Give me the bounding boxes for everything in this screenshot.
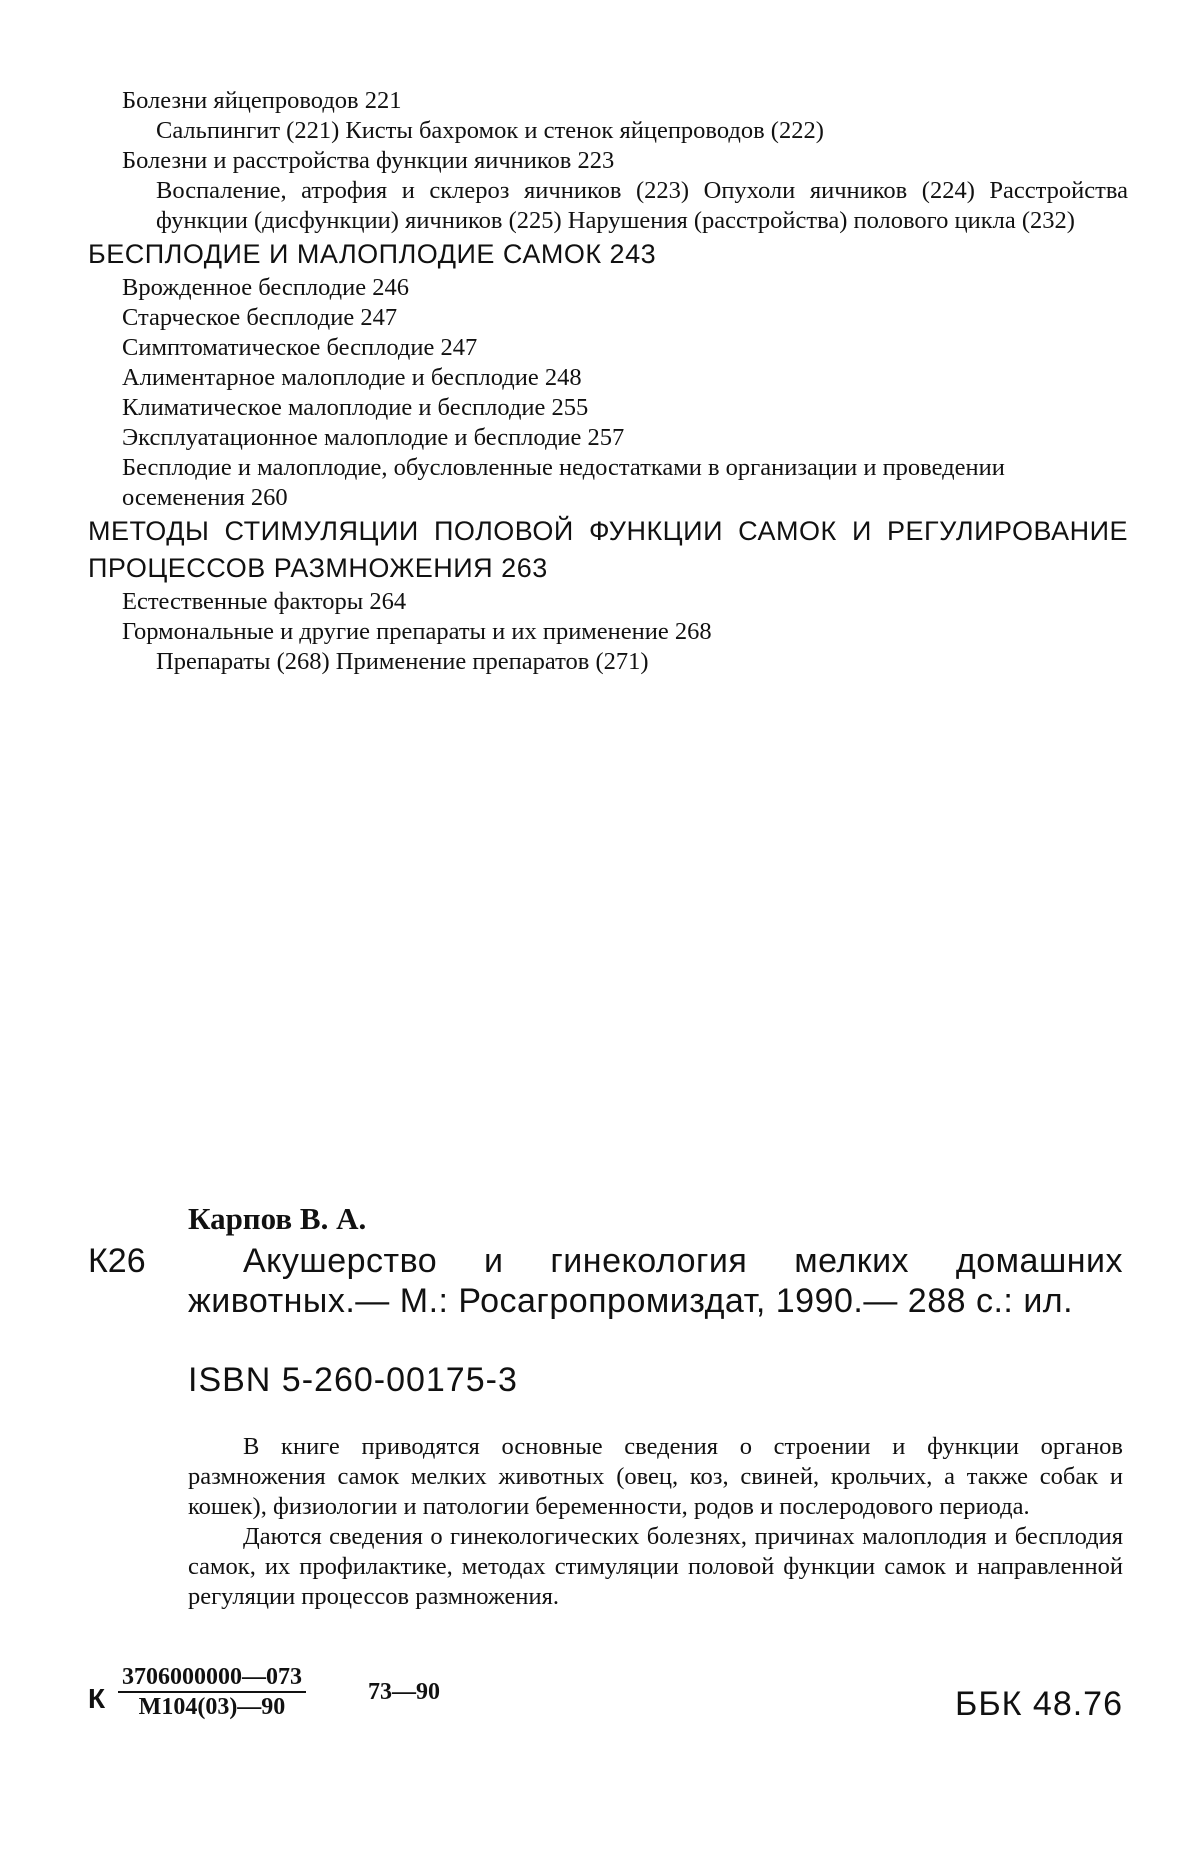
toc-entry: Гормональные и другие препараты и их применение 268 [122, 618, 712, 645]
bibliographic-description: Акушерство и гинекология мелких домашних животных.— М.: Росагропромиздат, 1990.— 288 с.: ил. [188, 1242, 1123, 1320]
code-numerator: 3706000000—073 [122, 1664, 302, 1690]
publication-codes [88, 1663, 1123, 1743]
toc-entry: Старческое бесплодие 247 [122, 304, 398, 331]
isbn: ISBN 5-260-00175-3 [188, 1361, 518, 1399]
toc-entry: Естественные факторы 264 [122, 588, 407, 615]
code-letter: К [88, 1683, 106, 1714]
toc-section-title: МЕТОДЫ СТИМУЛЯЦИИ ПОЛОВОЙ ФУНКЦИИ САМОК И РЕГУЛИРОВАНИЕ ПРОЦЕССОВ РАЗМНОЖЕНИЯ 263 [88, 516, 1128, 583]
toc-subentries: Препараты (268) Применение препаратов (271) [156, 648, 649, 675]
annotation-paragraph: В книге приводятся основные сведения о строении и функции органов размножения самок мелких животных (овец, коз, свиней, крольчих, а также собак и кошек), физиологии и патологии беременности, родов и послеродового периода. [188, 1433, 1123, 1520]
annotation [188, 1432, 1123, 1612]
toc-entry: Эксплуатационное малоплодие и бесплодие 257 [122, 424, 625, 451]
toc-subentries: Сальпингит (221) Кисты бахромок и стенок яйцепроводов (222) [156, 117, 824, 144]
toc-entry: Врожденное бесплодие 246 [122, 274, 409, 301]
table-of-contents [88, 86, 1128, 677]
toc-entry: Болезни и расстройства функции яичников 223 [122, 147, 615, 174]
toc-subentries: Воспаление, атрофия и склероз яичников (223) Опухоли яичников (224) Расстройства функции (дисфункции) яичников (225) Нарушения (расстройства) полового цикла (232) [156, 177, 1128, 234]
toc-entry: Алиментарное малоплодие и бесплодие 248 [122, 364, 582, 391]
bbk-code: ББК 48.76 [955, 1685, 1123, 1723]
toc-section-title: БЕСПЛОДИЕ И МАЛОПЛОДИЕ САМОК 243 [88, 239, 657, 269]
toc-entry: Симптоматическое бесплодие 247 [122, 334, 478, 361]
toc-entry: Бесплодие и малоплодие, обусловленные недостатками в организации и проведении осеменения 260 [122, 454, 1005, 511]
code-suffix: 73—90 [368, 1679, 440, 1705]
toc-entry: Климатическое малоплодие и бесплодие 255 [122, 394, 589, 421]
annotation-paragraph: Даются сведения о гинекологических болезнях, причинах малоплодия и бесплодия самок, их профилактике, методах стимуляции половой функции самок и направленной регуляции процессов размножения. [188, 1523, 1123, 1610]
catalog-index: К26 [88, 1242, 146, 1280]
author-name: Карпов В. А. [188, 1201, 367, 1236]
code-denominator: М104(03)—90 [138, 1694, 286, 1720]
toc-entry: Болезни яйцепроводов 221 [122, 87, 402, 114]
code-fraction [118, 1663, 306, 1721]
